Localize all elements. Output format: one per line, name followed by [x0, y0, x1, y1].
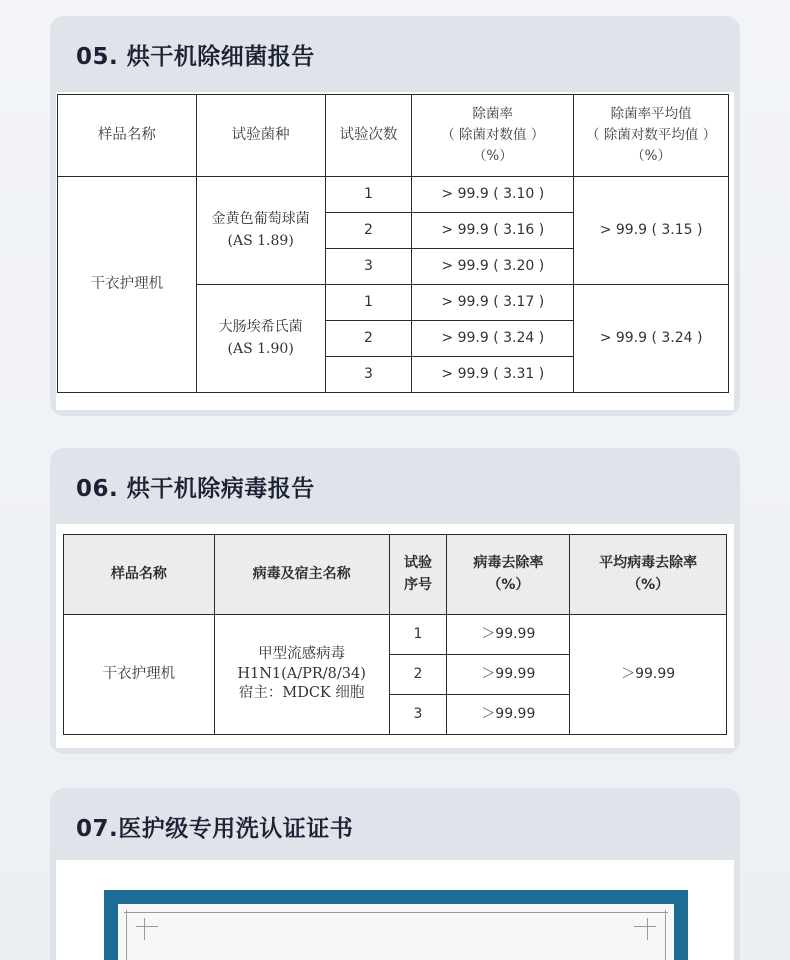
- trial-number: 3: [325, 249, 412, 285]
- certificate-corner-ornament: [634, 926, 656, 927]
- kill-rate-cell: > 99.9 ( 3.10 ): [412, 177, 574, 213]
- trial-number: 1: [389, 615, 447, 655]
- certificate-border-line: [124, 912, 668, 913]
- header-sample-name: 样品名称: [64, 535, 215, 615]
- certificate-image: [104, 890, 688, 960]
- header-virus-removal-rate: 病毒去除率 （%）: [447, 535, 570, 615]
- trial-number: 3: [325, 357, 412, 393]
- virus-report-body: [56, 524, 734, 748]
- header-strain: 试验菌种: [196, 95, 325, 177]
- kill-rate-cell: > 99.9 ( 3.31 ): [412, 357, 574, 393]
- header-average-removal-rate: 平均病毒去除率 （%）: [570, 535, 727, 615]
- bacteria-report-table: [57, 94, 729, 393]
- virus-report-table: [63, 534, 727, 735]
- sample-name-cell: 干衣护理机: [58, 177, 197, 393]
- removal-rate-cell: ＞99.99: [447, 615, 570, 655]
- kill-rate-cell: > 99.9 ( 3.20 ): [412, 249, 574, 285]
- trial-number: 2: [325, 321, 412, 357]
- virus-report-title: 06. 烘干机除病毒报告: [76, 475, 315, 502]
- removal-rate-cell: ＞99.99: [447, 655, 570, 695]
- bacteria-report-card: [50, 16, 740, 416]
- average-rate-cell: > 99.9 ( 3.15 ): [574, 177, 729, 285]
- average-rate-cell: > 99.9 ( 3.24 ): [574, 285, 729, 393]
- header-kill-rate-average: 除菌率平均值 （ 除菌对数平均值 ） （%）: [574, 95, 729, 177]
- virus-host-cell: 甲型流感病毒 H1N1(A/PR/8/34) 宿主：MDCK 细胞: [214, 615, 389, 735]
- header-trial-number: 试验 序号: [389, 535, 447, 615]
- trial-number: 1: [325, 285, 412, 321]
- certificate-border-line: [126, 910, 127, 960]
- trial-number: 2: [325, 213, 412, 249]
- certificate-paper: [118, 904, 674, 960]
- kill-rate-cell: > 99.9 ( 3.17 ): [412, 285, 574, 321]
- strain-cell: 大肠埃希氏菌 (AS 1.90): [196, 285, 325, 393]
- header-virus-host: 病毒及宿主名称: [214, 535, 389, 615]
- certificate-card: [50, 788, 740, 960]
- bacteria-report-title: 05. 烘干机除细菌报告: [76, 43, 315, 70]
- certificate-body: [56, 860, 734, 960]
- certificate-corner-ornament: [647, 918, 648, 940]
- virus-report-card: [50, 448, 740, 754]
- kill-rate-cell: > 99.9 ( 3.16 ): [412, 213, 574, 249]
- removal-rate-cell: ＞99.99: [447, 695, 570, 735]
- trial-number: 3: [389, 695, 447, 735]
- certificate-border-line: [665, 910, 666, 960]
- strain-cell: 金黄色葡萄球菌 (AS 1.89): [196, 177, 325, 285]
- certificate-corner-ornament: [136, 926, 158, 927]
- average-removal-cell: ＞99.99: [570, 615, 727, 735]
- trial-number: 2: [389, 655, 447, 695]
- header-sample-name: 样品名称: [58, 95, 197, 177]
- header-trial-count: 试验次数: [325, 95, 412, 177]
- kill-rate-cell: > 99.9 ( 3.24 ): [412, 321, 574, 357]
- bacteria-report-body: [56, 92, 734, 410]
- trial-number: 1: [325, 177, 412, 213]
- sample-name-cell: 干衣护理机: [64, 615, 215, 735]
- certificate-title: 07.医护级专用洗认证证书: [76, 815, 354, 842]
- certificate-corner-ornament: [144, 918, 145, 940]
- header-kill-rate: 除菌率 （ 除菌对数值 ） （%）: [412, 95, 574, 177]
